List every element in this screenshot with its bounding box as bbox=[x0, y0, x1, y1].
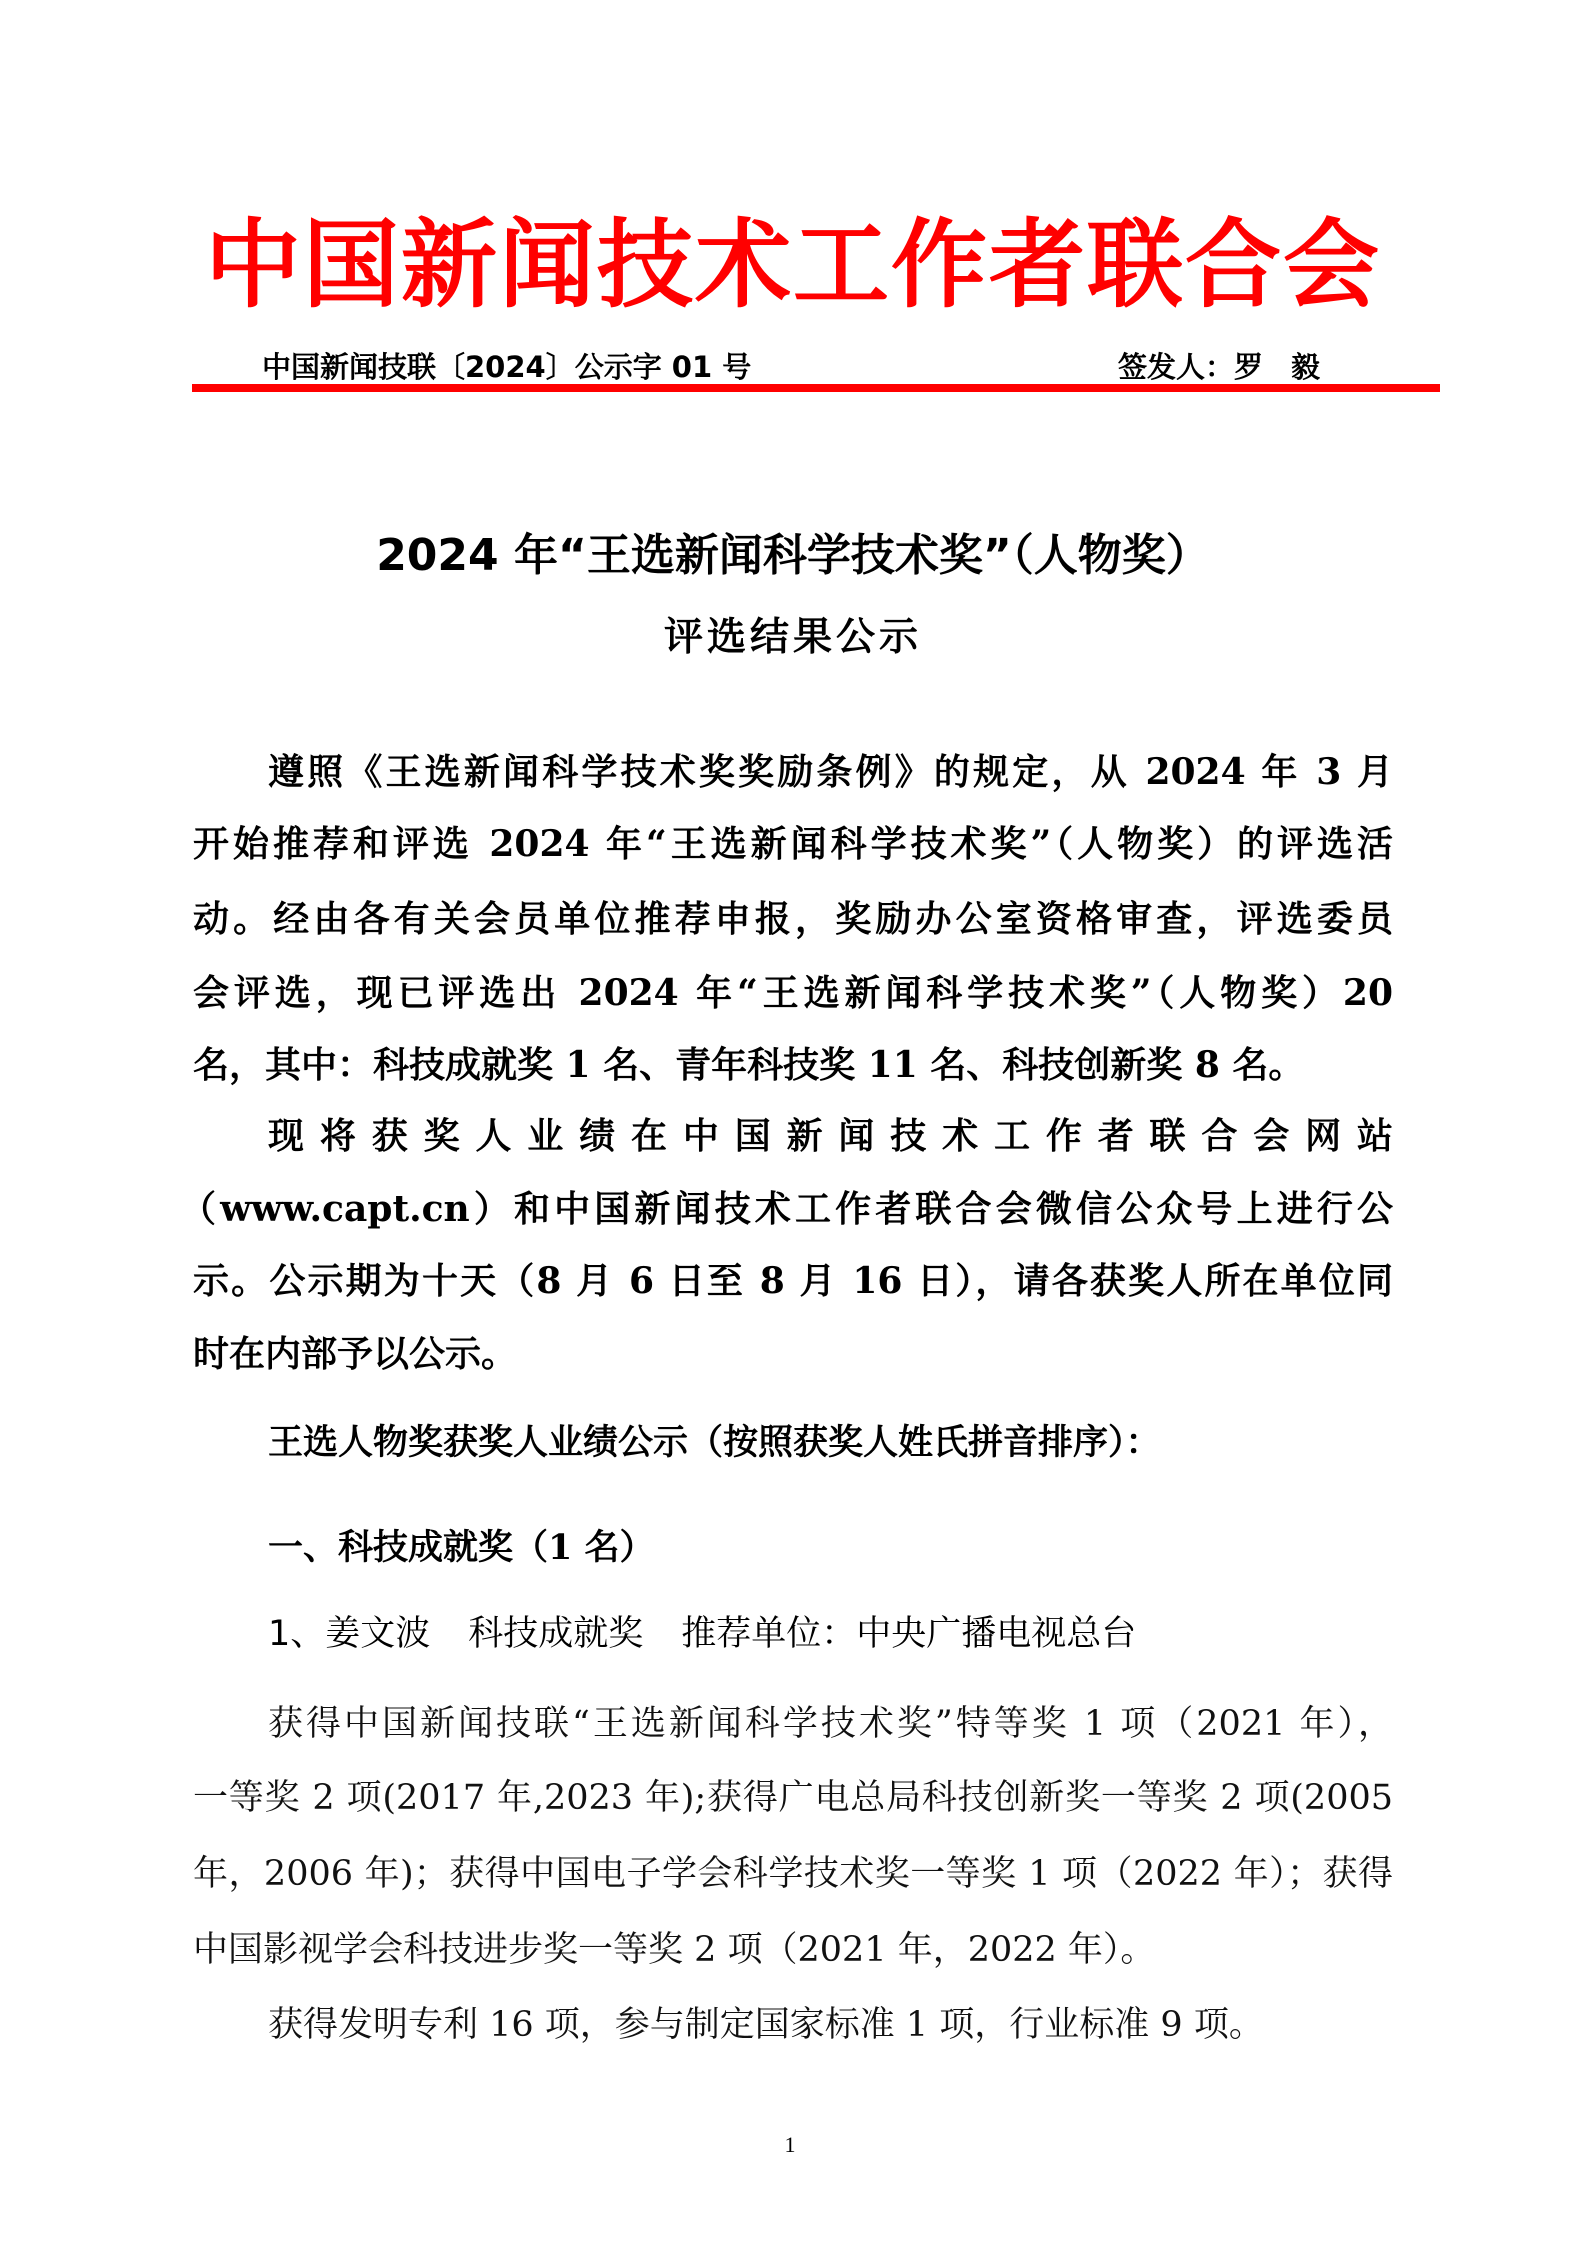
paragraph2-line: 时在内部予以公示。 bbox=[193, 1333, 518, 1375]
section-heading-achievement-award: 一、科技成就奖（1 名） bbox=[268, 1527, 655, 1568]
signer-label: 签发人： bbox=[1118, 350, 1235, 384]
document-title: 2024 年“王选新闻科学技术奖”（人物奖） bbox=[376, 530, 1210, 581]
achievement-line: 一等奖 2 项(2017 年,2023 年);获得广电总局科技创新奖一等奖 2 项(2005 bbox=[193, 1778, 1393, 1818]
paragraph2-line: 现将获奖人业绩在中国新闻技术工作者联合会网站 bbox=[268, 1115, 1393, 1157]
paragraph1-line: 会评选，现已评选出 2024 年“王选新闻科学技术奖”（人物奖）20 bbox=[193, 972, 1393, 1014]
award-category: 科技成就奖 bbox=[468, 1614, 644, 1654]
document-subtitle: 评选结果公示 bbox=[663, 614, 922, 660]
paragraph2-line: 示。公示期为十天（8 月 6 日至 8 月 16 日），请各获奖人所在单位同 bbox=[193, 1260, 1393, 1302]
recommending-unit: 推荐单位：中央广播电视总台 bbox=[681, 1614, 1137, 1654]
paragraph1-line: 动。经由各有关会员单位推荐申报，奖励办公室资格审查，评选委员 bbox=[193, 898, 1393, 940]
achievement-line: 年，2006 年)；获得中国电子学会科学技术奖一等奖 1 项（2022 年）；获得 bbox=[193, 1854, 1393, 1894]
results-intro: 王选人物奖获奖人业绩公示（按照获奖人姓氏拼音排序）： bbox=[268, 1422, 1161, 1463]
page-number: 1 bbox=[784, 2132, 796, 2157]
awardee-entry bbox=[268, 1609, 1136, 1659]
signer-given-name: 毅 bbox=[1291, 350, 1321, 384]
document-number: 中国新闻技联〔2024〕公示字 01 号 bbox=[262, 350, 752, 384]
paragraph1-line: 开始推荐和评选 2024 年“王选新闻科学技术奖”（人物奖）的评选活 bbox=[193, 823, 1393, 865]
letterhead-red-rule bbox=[192, 384, 1440, 392]
organization-letterhead-title: 中国新闻技术工作者联合会 bbox=[205, 209, 1381, 321]
paragraph1-line: 名，其中：科技成就奖 1 名、青年科技奖 11 名、科技创新奖 8 名。 bbox=[193, 1044, 1305, 1086]
paragraph1-line: 遵照《王选新闻科学技术奖奖励条例》的规定，从 2024 年 3 月 bbox=[268, 751, 1393, 793]
awardee-name: 1、姜文波 bbox=[268, 1614, 431, 1654]
paragraph2-line: （www.capt.cn）和中国新闻技术工作者联合会微信公众号上进行公 bbox=[180, 1188, 1393, 1230]
patents-line: 获得发明专利 16 项，参与制定国家标准 1 项，行业标准 9 项。 bbox=[268, 2005, 1264, 2045]
signer bbox=[1118, 347, 1320, 387]
achievement-line: 获得中国新闻技联“王选新闻科学技术奖”特等奖 1 项（2021 年）， bbox=[268, 1704, 1393, 1744]
achievement-line: 中国影视学会科技进步奖一等奖 2 项（2021 年，2022 年）。 bbox=[193, 1930, 1156, 1970]
signer-surname: 罗 bbox=[1234, 350, 1264, 384]
